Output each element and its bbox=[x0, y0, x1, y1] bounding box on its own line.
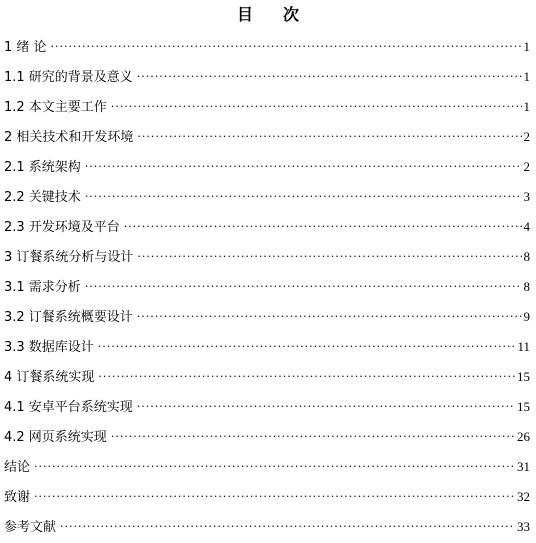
toc-entry[interactable] bbox=[4, 152, 530, 182]
toc-entry-label: 4 订餐系统实现 bbox=[4, 370, 95, 385]
toc-entry-label: 3.1 需求分析 bbox=[4, 280, 81, 295]
toc-entry-label: 致谢 bbox=[4, 490, 31, 505]
toc-entry-page: 8 bbox=[523, 279, 530, 294]
toc-dot-leader bbox=[137, 62, 522, 92]
toc-entry-page: 32 bbox=[517, 489, 530, 504]
toc-entry[interactable] bbox=[4, 242, 530, 272]
toc-entry-page: 8 bbox=[523, 249, 530, 264]
toc-entry-label: 3.3 数据库设计 bbox=[4, 340, 94, 355]
toc-entry-label: 结论 bbox=[4, 460, 31, 475]
toc-entry-label: 3.2 订餐系统概要设计 bbox=[4, 310, 133, 325]
toc-entry-page: 1 bbox=[523, 99, 530, 114]
toc-entry-label: 4.2 网页系统实现 bbox=[4, 430, 107, 445]
toc-entry[interactable] bbox=[4, 362, 530, 392]
toc-entry[interactable] bbox=[4, 392, 530, 422]
toc-dot-leader bbox=[111, 422, 515, 452]
toc-entry[interactable] bbox=[4, 212, 530, 242]
toc-entry-page: 26 bbox=[517, 429, 530, 444]
toc-entry-page: 1 bbox=[523, 69, 530, 84]
toc-dot-leader bbox=[85, 272, 522, 302]
toc-entry-label: 1.2 本文主要工作 bbox=[4, 100, 107, 115]
toc-dot-leader bbox=[137, 122, 521, 152]
toc-entry-label: 3 订餐系统分析与设计 bbox=[4, 250, 134, 265]
toc-entry-page: 15 bbox=[517, 399, 530, 414]
toc-dot-leader bbox=[111, 92, 522, 122]
toc-entry[interactable] bbox=[4, 182, 530, 212]
toc-list bbox=[4, 32, 530, 542]
toc-entry[interactable] bbox=[4, 122, 530, 152]
toc-entry-page: 3 bbox=[523, 189, 530, 204]
toc-entry-page: 33 bbox=[517, 519, 530, 534]
toc-entry-page: 1 bbox=[523, 39, 530, 54]
toc-dot-leader bbox=[85, 152, 522, 182]
toc-dot-leader bbox=[124, 212, 522, 242]
toc-dot-leader bbox=[34, 482, 515, 512]
toc-dot-leader bbox=[137, 242, 521, 272]
toc-entry[interactable] bbox=[4, 62, 530, 92]
toc-dot-leader bbox=[137, 392, 515, 422]
toc-entry[interactable] bbox=[4, 452, 530, 482]
toc-dot-leader bbox=[85, 182, 522, 212]
toc-entry[interactable] bbox=[4, 422, 530, 452]
toc-dot-leader bbox=[137, 302, 522, 332]
toc-entry-page: 9 bbox=[523, 309, 530, 324]
toc-entry-label: 1 绪 论 bbox=[4, 40, 47, 55]
toc-entry[interactable] bbox=[4, 332, 530, 362]
toc-entry[interactable] bbox=[4, 512, 530, 542]
toc-entry-label: 2.2 关键技术 bbox=[4, 190, 81, 205]
toc-dot-leader bbox=[51, 32, 522, 62]
toc-entry[interactable] bbox=[4, 92, 530, 122]
toc-dot-leader bbox=[34, 452, 515, 482]
toc-entry-label: 2 相关技术和开发环境 bbox=[4, 130, 134, 145]
toc-dot-leader bbox=[98, 362, 515, 392]
toc-dot-leader bbox=[98, 332, 516, 362]
toc-entry-label: 1.1 研究的背景及意义 bbox=[4, 70, 133, 85]
toc-entry-label: 4.1 安卓平台系统实现 bbox=[4, 400, 133, 415]
toc-entry[interactable] bbox=[4, 302, 530, 332]
toc-entry-label: 2.3 开发环境及平台 bbox=[4, 220, 120, 235]
toc-entry[interactable] bbox=[4, 272, 530, 302]
page-title bbox=[0, 4, 536, 26]
toc-entry-page: 11 bbox=[517, 339, 530, 354]
toc-entry-page: 2 bbox=[523, 159, 530, 174]
toc-entry-label: 2.1 系统架构 bbox=[4, 160, 81, 175]
toc-entry[interactable] bbox=[4, 482, 530, 512]
title-char-2: 次 bbox=[283, 5, 300, 24]
toc-entry-page: 15 bbox=[517, 369, 530, 384]
toc-entry-label: 参考文献 bbox=[4, 520, 57, 535]
toc-dot-leader bbox=[60, 512, 515, 542]
toc-entry-page: 31 bbox=[517, 459, 530, 474]
toc-entry-page: 4 bbox=[523, 219, 530, 234]
title-char-1: 目 bbox=[236, 5, 253, 24]
toc-entry-page: 2 bbox=[523, 129, 530, 144]
toc-entry[interactable] bbox=[4, 32, 530, 62]
